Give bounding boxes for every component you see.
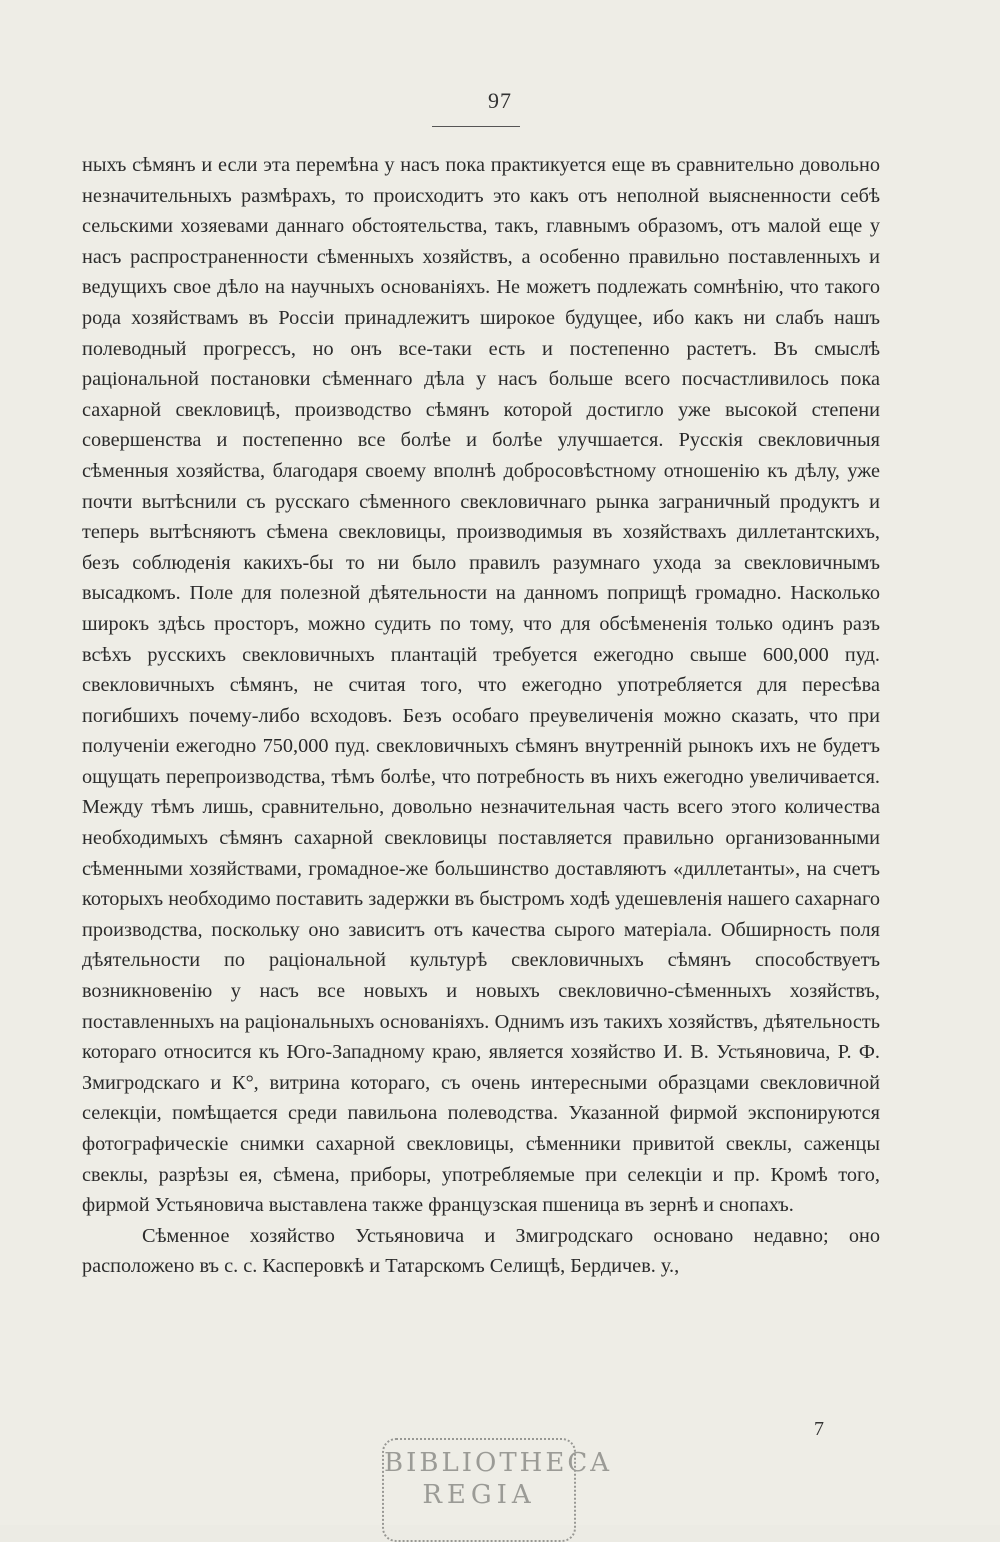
page-number: 97 xyxy=(488,88,512,113)
stamp-line-2: REGIA xyxy=(422,1480,536,1510)
signature-mark: 7 xyxy=(814,1418,824,1440)
paragraph-1: ныхъ сѣмянъ и если эта перемѣна у насъ пока практикуется еще въ сравнительно довольно незначительныхъ размѣрахъ, то происходитъ это какъ отъ неполной выясненности себѣ сельскими хозяевами даннаго обстоятельства, такъ, главнымъ образомъ, отъ малой еще у насъ распространенности сѣменныхъ хозяйствъ, а особенно правильно поставленныхъ и ведущихъ свое дѣло на научныхъ основаніяхъ. Не можетъ подлежать сомнѣнію, что такого рода хозяйствамъ въ Россіи принадлежитъ широкое будущее, ибо какъ ни слабъ нашъ полеводный прогрессъ, но онъ все-таки есть и постепенно растетъ. Въ смыслѣ раціональной постановки сѣменнаго дѣла у насъ больше всего посчастливилось пока сахарной свекловицѣ, производство сѣмянъ которой достигло уже высокой степени совершенства и постепенно все болѣе и болѣе улучшается. Русскія свекловичныя сѣменныя хозяйства, благодаря своему вполнѣ добросовѣстному отношенію къ дѣлу, уже почти вытѣснили съ русскаго сѣменного свекловичнаго рынка заграничный продуктъ и теперь вытѣсняютъ сѣмена свекловицы, производимыя въ хозяйствахъ диллетантскихъ, безъ соблюденія какихъ-бы то ни было правилъ разумнаго ухода за свекловичнымъ высадкомъ. Поле для полезной дѣятельности на данномъ поприщѣ громадно. Насколько широкъ здѣсь просторъ, можно судить по тому, что для обсѣмененія только одинъ разъ всѣхъ русскихъ свекловичныхъ плантацій требуется ежегодно свыше 600,000 пуд. свекловичныхъ сѣмянъ, не считая того, что ежегодно употребляется для пересѣва погибшихъ почему-либо всходовъ. Безъ особаго преувеличенія можно сказать, что при полученіи ежегодно 750,000 пуд. свекловичныхъ сѣмянъ внутренній рынокъ ихъ не будетъ ощущать перепроизводства, тѣмъ болѣе, что потребность въ нихъ ежегодно увеличивается. Между тѣмъ лишь, сравнительно, довольно незначительная часть всего этого количества необходимыхъ сѣмянъ сахарной свекловицы поставляется правильно организованными сѣменными хозяйствами, громадное-же большинство доставляютъ «диллетанты», на счетъ которыхъ необходимо поставить задержки въ быстромъ ходѣ удешевленія нашего сахарнаго производства, поскольку оно зависитъ отъ качества сырого матеріала. Обширность поля дѣятельности по раціональной культурѣ свекловичныхъ сѣмянъ способствуетъ возникновенію у насъ все новыхъ и новыхъ свекловично-сѣменныхъ хозяйствъ, поставленныхъ на раціональныхъ основаніяхъ. Однимъ изъ такихъ хозяйствъ, дѣятельность котораго относится къ Юго-Западному краю, является хозяйство И. В. Устьяновича, Р. Ф. Змигродскаго и К°, витрина котораго, съ очень интересными образцами свекловичной селекціи, помѣщается среди павильона полеводства. Указанной фирмой экспонируются фотографическіе снимки сахарной свекловицы, сѣменники привитой свеклы, саженцы свеклы, разрѣзы ея, сѣмена, приборы, употребляемые при селекціи и пр. Кромѣ того, фирмой Устьяновича выставлена также французская пшеница въ зернѣ и снопахъ. xyxy=(82,154,880,1217)
header-rule xyxy=(432,126,520,127)
stamp-line-1: BIBLIOTHECA xyxy=(384,1448,612,1478)
library-stamp xyxy=(382,1438,612,1542)
paragraph-2: Сѣменное хозяйство Устьяновича и Змигродскаго основано недавно; оно расположено въ с. с. Касперовкѣ и Татарскомъ Селищѣ, Бердичев. у., xyxy=(82,1224,880,1278)
body-text xyxy=(82,150,880,1282)
